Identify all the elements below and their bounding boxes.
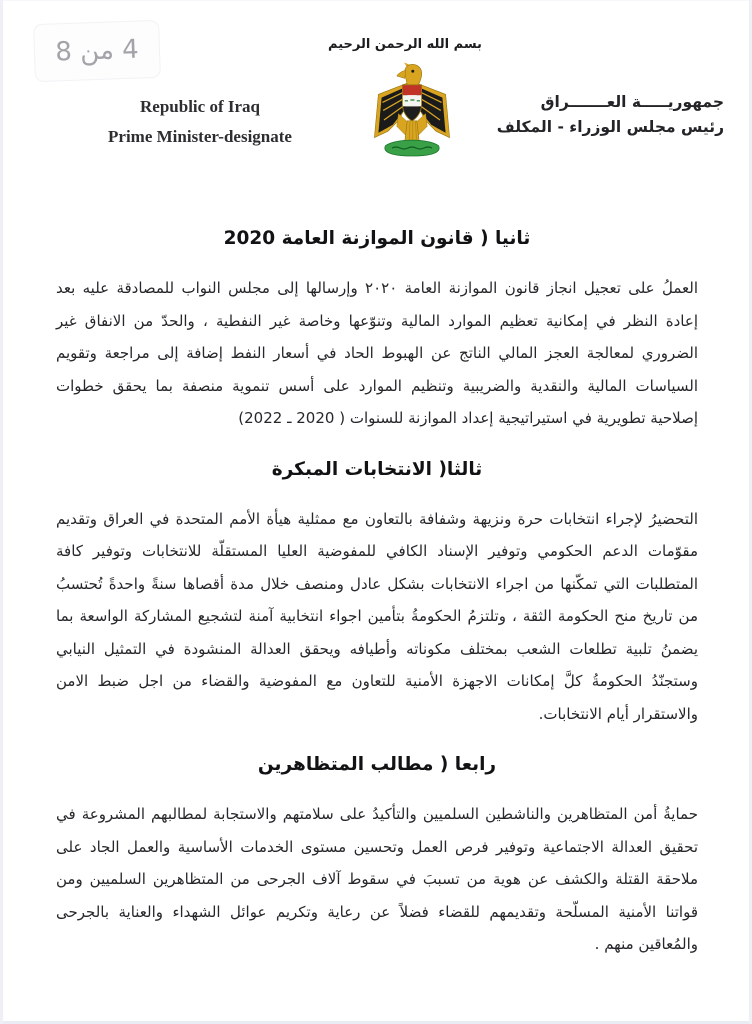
section-heading-budget-law: ثانيا ( قانون الموازنة العامة 2020 (223, 228, 531, 249)
section-body-protesters-demands: حمايةُ أمن المتظاهرين والناشطين السلميين والتأكيدُ على سلامتهم والاستجابة لمطالبهم المشروعة في تحقيق العدالة الاجتماعية وتوفير فرص العمل وتحسين مستوى الخدمات الأساسية والعمل الجاد على ملاحقة القتلة والكشف عن هوية من تسببَ في سقوط آلاف الجرحى من المتظاهرين السلميين ومن قواتنا الأمنية المسلّحة وتقديمهم للقضاء فضلاً عن رعاية وتكريم عوائل الشهداء والعناية بالجرحى والمُعاقين منهم . (56, 805, 698, 953)
page-number-watermark: 4 من 8 (33, 20, 161, 82)
section-body-budget-law: العملُ على تعجيل انجاز قانون الموازنة العامة ٢٠٢٠ وإرسالها إلى مجلس النواب للمصادقة عليه بعد إعادة النظر في إمكانية تعظيم الموارد المالية وتنوّعها وخاصة غير النفطية ، والحدّ من الانفاق غير الضروري لمعالجة العجز المالي الناتج عن الهبوط الحاد في أسعار النفط إضافة إلى مراجعة وتقويم السياسات المالية والنقدية والضريبية وتنظيم الموارد على أسس تنموية منصفة بما يحقق خطوات إصلاحية تطويرية في استيراتيجية إعداد الموازنة للسنوات ( 2020 ـ 2022) (56, 279, 698, 427)
section-heading-early-elections: ثالثا( الانتخابات المبكرة (271, 458, 483, 480)
document-body (0, 222, 752, 1018)
section-body-early-elections: التحضيرُ لإجراء انتخابات حرة ونزيهة وشفافة بالتعاون مع ممثلية هيأة الأمم المتحدة في العراق وتقديم مقوّمات الدعم الحكومي وتوفير الإسناد الكافي للمفوضية العليا المستقلّة للانتخابات وتوفير كافة المتطلبات التي تمكّنها من اجراء الانتخابات بشكل عادل ومنصف خلال مدة أقصاها سنةً واحدةً تُحتسبُ من تاريخ منح الحكومة الثقة ، وتلتزمُ الحكومةُ بتأمين اجواء انتخابية آمنة لتشجيع المشاركة الواسعة بما يضمنُ تلبية تطلعات الشعب بمختلف مكوناته وأطيافه ويحقق العدالة المنشودة في التمثيل النيابي وستجنّدُ الحكومةُ كلَّ إمكانات الاجهزة الأمنية للتعاون مع المفوضية والقضاء من اجل ضبط الامن والاستقرار أيام الانتخابات. (56, 509, 698, 723)
section-heading-protesters-demands: رابعا ( مطالب المتظاهرين (257, 754, 497, 775)
english-letterhead-line2: Prime Minister-designate (108, 127, 292, 146)
bismillah-text: بسم الله الرحمن الرحيم (328, 37, 482, 52)
iraq-coat-of-arms-icon (372, 62, 452, 170)
arabic-letterhead-line1: جمهوريـــــة العـــــــراق (540, 93, 724, 111)
english-letterhead (55, 92, 345, 152)
arabic-letterhead (494, 90, 724, 140)
arabic-letterhead-line2: رئيس مجلس الوزراء - المكلف (496, 118, 724, 136)
english-letterhead-line1: Republic of Iraq (140, 97, 260, 116)
